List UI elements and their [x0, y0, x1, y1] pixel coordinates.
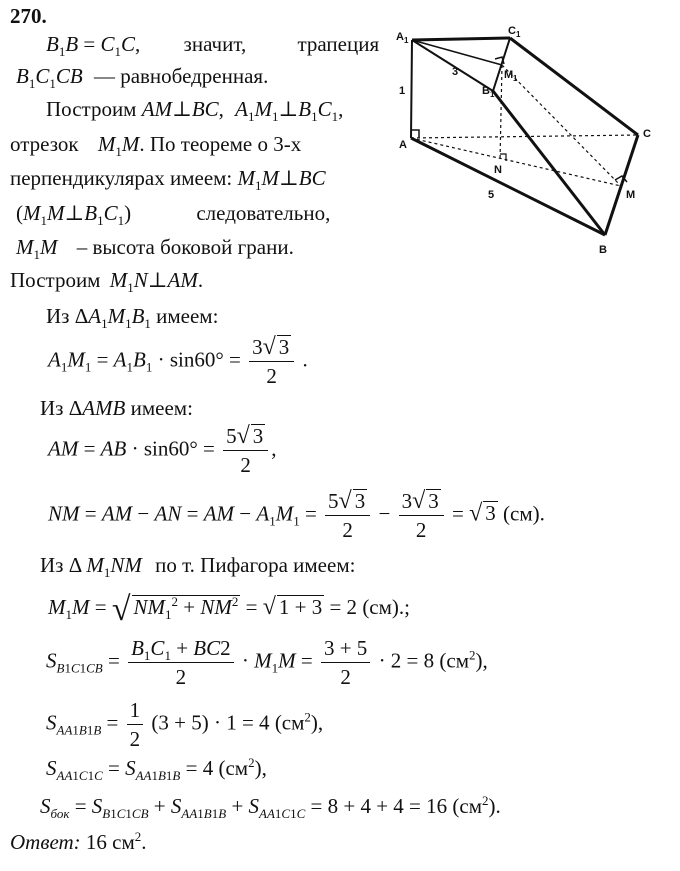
label-len-1: 1	[399, 85, 406, 97]
edge-m1-n-hidden	[500, 65, 502, 161]
svg-text:1: 1	[490, 90, 495, 99]
edge-c-b	[605, 135, 638, 235]
label-c: C	[643, 128, 651, 140]
text-line-11: Из ΔAMB имеем:	[40, 396, 193, 420]
text-line-1: $B_1B = C_1C$, значит, трапеция	[46, 32, 380, 59]
label-a: A	[399, 139, 407, 151]
text-line-4: отрезок $M_1M$. По теореме о 3-х	[10, 132, 302, 159]
label-b: B	[599, 244, 607, 256]
text-line-5: перпендикулярах имеем: $M_1M\perp BC$	[10, 166, 326, 193]
formula-am: AM = AB · sin60° = $\frac{5√ 3}{2}$ ,	[48, 423, 277, 477]
edge-a1-c1	[412, 38, 510, 40]
label-b1: B	[482, 85, 490, 97]
formula-m1m: $M_1M$ = √ $NM_1^2 + NM^2$ = √ 1 + 3 = 2 (см).;	[48, 591, 411, 628]
label-c1: C	[508, 25, 516, 37]
label-n: N	[494, 164, 502, 176]
label-len-3: 3	[452, 66, 459, 78]
text-line-8: Построим $M_1N\perp AM$.	[10, 268, 204, 295]
text-line-7: $M_1M$ – высота боковой грани.	[16, 235, 294, 262]
edge-a-m-hidden	[411, 138, 621, 186]
formula-s-aa1b1b: $S_{AA1B1B}$ = $\frac{1}{2}$ (3 + 5) · 1 = 4 $(см^2)$,	[46, 698, 324, 751]
label-len-5: 5	[488, 189, 495, 201]
edge-a-c-hidden	[411, 135, 638, 138]
svg-text:1: 1	[404, 36, 409, 45]
formula-s-aa1c1c: $S_{AA1C1C} = S_{AA1B1B} = 4$ $(см^2)$,	[46, 755, 267, 783]
label-m1: M	[504, 69, 514, 81]
text-line-6: $(M_1M\perp B_1C_1)$ следовательно,	[16, 201, 331, 228]
svg-text:1: 1	[516, 30, 521, 39]
text-line-3: Построим AM⊥BC, $A_1M_1\perp B_1C_1$,	[46, 97, 344, 124]
edge-c1-c	[510, 38, 638, 135]
formula-a1m1: $A_1M_1 = A_1B_1 \cdot \sin 60^\circ$ = $\frac{3√ 3}{2}$ .	[48, 334, 308, 388]
text-line-14: Из Δ $M_1NM$ по т. Пифагора имеем:	[40, 553, 356, 580]
formula-s-bok: $S_{бок} = S_{B1C1CB} + S_{AA1B1B} + S_{AA1C1C} = 8 + 4 + 4 = 16$ $(см^2)$.	[40, 793, 501, 821]
answer-line: Ответ: 16 $см^2$.	[10, 829, 147, 854]
right-angle-a	[411, 130, 419, 138]
svg-text:1: 1	[513, 74, 518, 83]
label-m: M	[626, 189, 636, 201]
answer-value: 16 см	[85, 830, 135, 854]
problem-number: 270.	[10, 4, 47, 28]
label-a1: A	[396, 31, 404, 43]
formula-nm: NM = AM − AN = AM − $A_1M_1$ = $\frac{5√ 3}{2}$ − $\frac{3√ 3}{2}$ = √ 3 (см).	[48, 488, 545, 542]
edge-a1-m1	[412, 40, 502, 65]
text-line-9: Из $\Delta A_1M_1B_1$ имеем:	[46, 304, 219, 331]
edge-a-b	[411, 138, 605, 235]
edge-a1-a	[411, 40, 412, 138]
answer-label: Ответ:	[10, 830, 81, 854]
formula-s-b1c1cb: $S_{B1C1CB}$ = $\frac{B_1C_1 + BC2}{2}$ · $M_1M$ = $\frac{3 + 5}{2}$ · 2 = 8 $(см^2)$,	[46, 636, 488, 689]
prism-diagram	[394, 18, 664, 268]
text-line-2: $B_1C_1CB$ — равнобедренная.	[16, 64, 269, 91]
